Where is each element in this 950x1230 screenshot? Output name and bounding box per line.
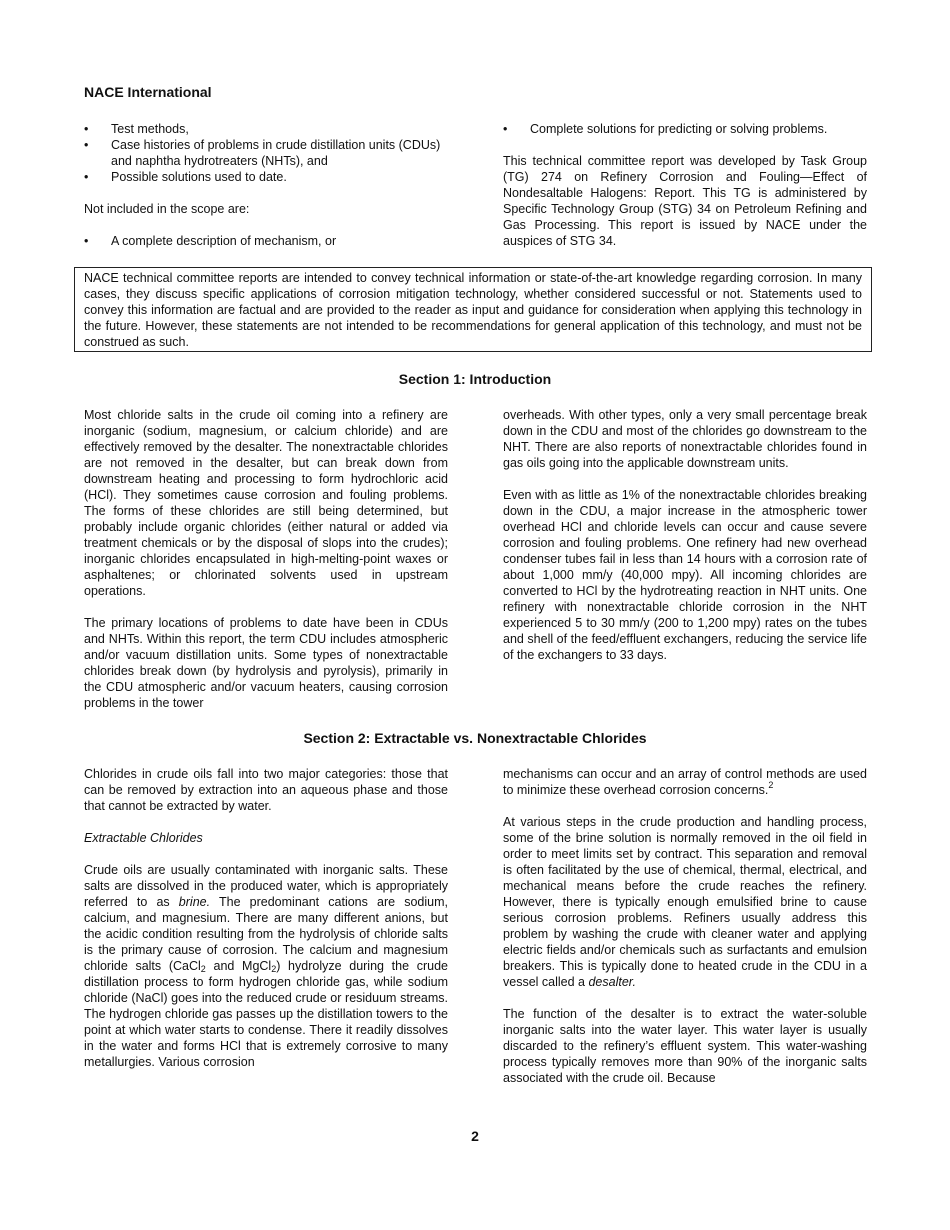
scope-included-list xyxy=(84,121,448,185)
disclaimer-notice-box: NACE technical committee reports are intended to convey technical information or state-of-the-art knowledge regarding corrosion. In many cases, they discuss specific applications of corrosion mitigation technology, whether considered successful or not. Statements used to convey this information are factual and are provided to the reader as input and guidance for consideration when applying this technology in the future. However, these statements are not intended to be recommendations for general application of this technology, and must not be construed as such. xyxy=(74,267,872,352)
list-item: • Case histories of problems in crude distillation units (CDUs) and naphtha hydrotreaters (NHTs), and xyxy=(84,137,448,169)
scope-excluded-list-continued xyxy=(503,121,867,137)
section-2-left-column xyxy=(84,766,448,1070)
paragraph: Most chloride salts in the crude oil coming into a refinery are inorganic (sodium, magnesium, or calcium chloride) and are effectively removed by the desalter. The nonextractable chlorides are not removed in the desalter, but can break down from downstream heating and processing to form hydrochloric acid (HCl). They sometimes cause corrosion and fouling problems. The forms of these chlorides are still being determined, but probably include organic chlorides (either natural or added via treatment chemicals or by the disposal of slops into the crudes); inorganic chlorides encapsulated in high-melting-point waxes or asphaltenes; or chlorinated solvents used in upstream operations. xyxy=(84,408,448,598)
scope-left-column xyxy=(84,121,448,249)
list-item: • Complete solutions for predicting or solving problems. xyxy=(503,121,867,137)
section-2-title: Section 2: Extractable vs. Nonextractable Chlorides xyxy=(303,730,647,746)
committee-paragraph: This technical committee report was developed by Task Group (TG) 274 on Refinery Corrosion and Fouling—Effect of Nondesaltable Halogens: Report. This TG is administered by Specific Technology Group (STG) 34 on Petroleum Refining and Gas Processing. This report is issued by NACE under the auspices of STG 34. xyxy=(503,154,867,248)
section-2-right-column xyxy=(503,766,867,1086)
paragraph: At various steps in the crude production and handling process, some of the brine solution is normally removed in the oil field in order to meet limits set by contract. This separation and removal is often facilitated by the use of chemical, thermal, electrical, and mechanical means before the crude reaches the refinery. However, there is typically enough emulsified brine to cause serious corrosion problems. Refiners usually address this problem by washing the crude with cleaner water and applying electric fields and/or chemicals such as surfactants and emulsion breakers. This is typically done to heated crude in the CDU in a vessel called a desalter. xyxy=(503,815,867,989)
scope-excluded-list xyxy=(84,233,448,249)
paragraph: overheads. With other types, only a very small percentage break down in the CDU and most of the chlorides go downstream to the NHT. There are also reports of nonextractable chlorides found in gas oils going into the applicable downstream units. xyxy=(503,408,867,470)
reference-superscript: 2 xyxy=(768,780,774,790)
paragraph: Chlorides in crude oils fall into two major categories: those that can be removed by extraction into an aqueous phase and those that cannot be extracted by water. xyxy=(84,767,448,813)
paragraph: Even with as little as 1% of the nonextractable chlorides breaking down in the CDU, a major increase in the atmospheric tower overhead HCl and chloride levels can occur and cause severe corrosion and fouling problems. One refinery had new overhead condenser tubes fail in less than 14 hours with a corrosion rate of about 1,000 mm/y (40,000 mpy). All incoming chlorides are converted to HCl by the hydrotreating reaction in NHT units. One refinery with nonextractable chloride corrosion in the NHT experienced 5 to 30 mm/y (200 to 1,200 mpy) rates on the tubes and shell of the feed/effluent exchangers, reducing the service life of the exchangers to 33 days. xyxy=(503,488,867,662)
section-1-title: Section 1: Introduction xyxy=(398,371,552,387)
scope-right-column xyxy=(503,121,867,249)
not-included-label: Not included in the scope are: xyxy=(84,202,250,216)
paragraph: The primary locations of problems to date have been in CDUs and NHTs. Within this report, the term CDU includes atmospheric and/or vacuum distillation units. Some types of nonextractable chlorides break down (by hydrolysis and pyrolysis), primarily in the CDU atmospheric and/or vacuum heaters, causing corrosion problems in the tower xyxy=(84,616,448,710)
list-item: • Possible solutions used to date. xyxy=(84,169,448,185)
list-item: • Test methods, xyxy=(84,121,448,137)
running-header: NACE International xyxy=(84,84,212,100)
section-1-left-column xyxy=(84,407,448,711)
subheading-extractable-chlorides: Extractable Chlorides xyxy=(84,831,203,845)
page-number: 2 xyxy=(471,1128,479,1144)
paragraph: Crude oils are usually contaminated with inorganic salts. These salts are dissolved in the produced water, which is appropriately referred to as brine. The predominant cations are sodium, calcium, and magnesium. There are many different anions, but the acidic condition resulting from the hydrolysis of chloride salts is the primary cause of corrosion. The calcium and magnesium chloride salts (CaCl$_2$ and MgCl$_2$) hydrolyze during the crude distillation process to form hydrogen chloride gas, while sodium chloride (NaCl) goes into the reduced crude or residuum streams. The hydrogen chloride gas passes up the distillation towers to the point at which water starts to condense. There it readily dissolves in the water and forms HCl that is extremely corrosive to many metallurgies. Various corrosion xyxy=(84,863,448,1069)
paragraph: The function of the desalter is to extract the water-soluble inorganic salts into the water layer. This water layer is usually discarded to the refinery’s effluent system. This water-washing process typically removes more than 90% of the inorganic salts associated with the crude oil. Because xyxy=(503,1007,867,1085)
section-1-right-column xyxy=(503,407,867,663)
list-item: • A complete description of mechanism, or xyxy=(84,233,448,249)
paragraph: mechanisms can occur and an array of control methods are used to minimize these overhead corrosion concerns.$^2$ xyxy=(503,767,867,797)
